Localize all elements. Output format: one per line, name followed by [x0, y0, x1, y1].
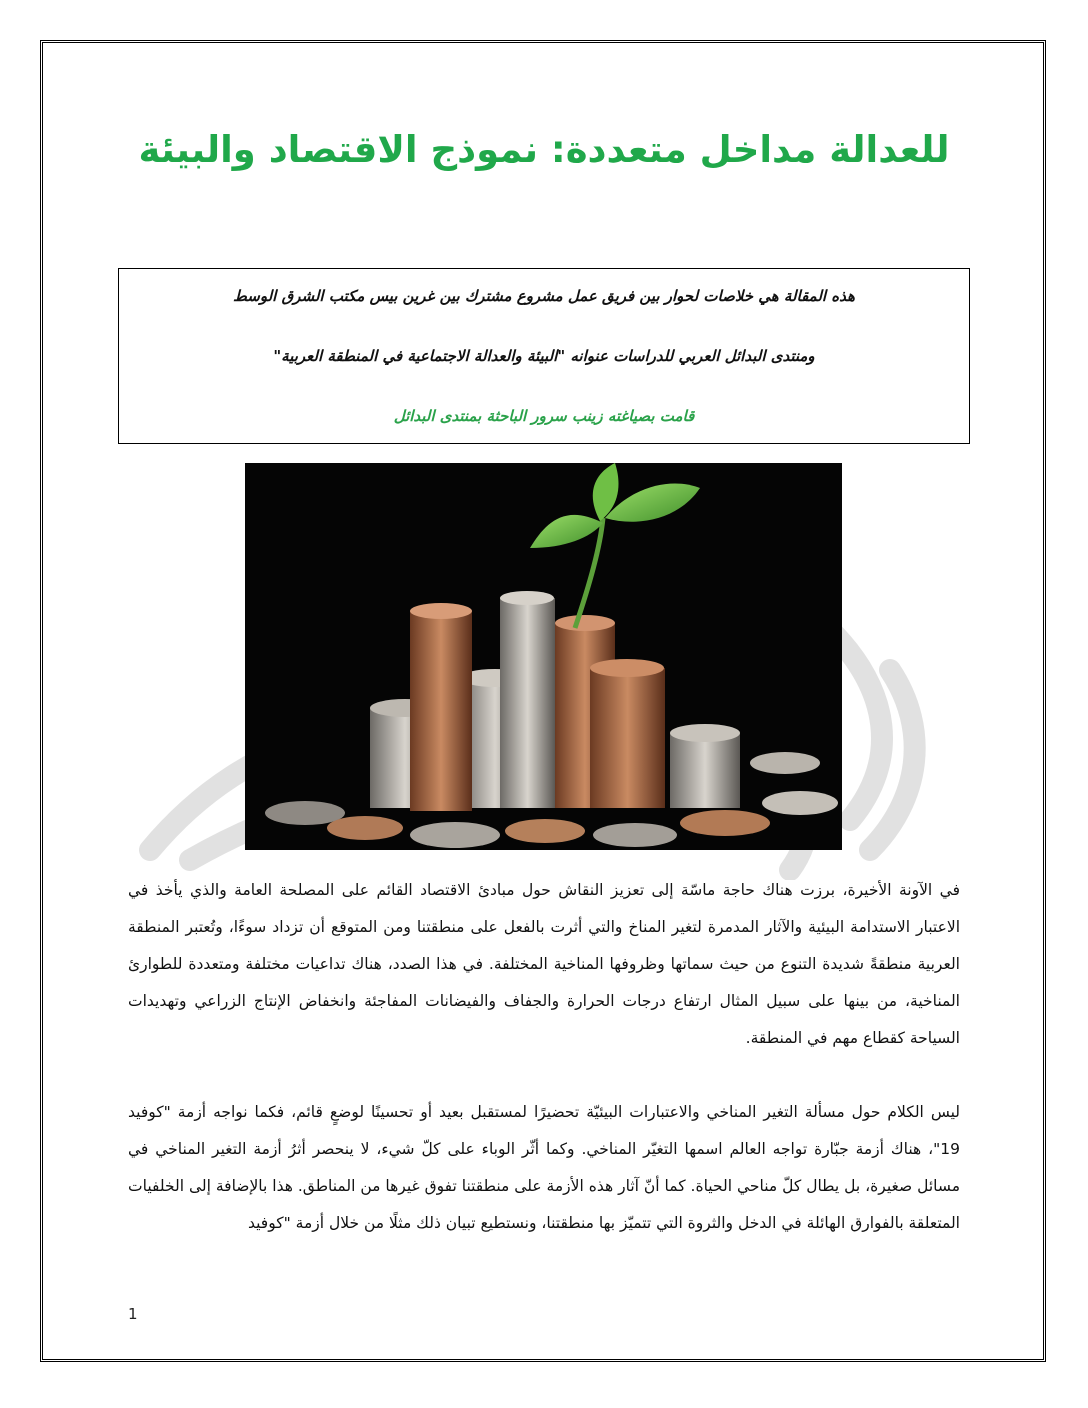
- intro-line-author: قامت بصياغته زينب سرور الباحثة بمنتدى البدائل: [393, 407, 695, 425]
- body-paragraph-1: في الآونة الأخيرة، برزت هناك حاجة ماسّة إلى تعزيز النقاش حول مبادئ الاقتصاد القائم على المصلحة العامة والذي يأخذ في الاعتبار الاستدامة البيئية والآثار المدمرة لتغير المناخ والتي أثرت بالفعل على منطقتنا ومن المتوقع أن تزداد سوءًا، وتُعتبر المنطقة العربية منطقةً شديدة التنوع من حيث سماتها وظروفها المناخية المختلفة. في هذا الصدد، هناك تداعيات مختلفة ومتعددة للطوارئ المناخية، من بينها على سبيل المثال ارتفاع درجات الحرارة والجفاف والفيضانات المفاجئة وانخفاض الإنتاج الزراعي وتهديدات السياحة كقطاع مهم في المنطقة.: [128, 881, 960, 1047]
- intro-box: [118, 268, 970, 444]
- intro-line-forum: ومنتدى البدائل العربي للدراسات عنوانه "البيئة والعدالة الاجتماعية في المنطقة العربية": [273, 347, 815, 365]
- coins-with-sprout-icon: [245, 463, 842, 850]
- article-title: للعدالة مداخل متعددة: نموذج الاقتصاد والبيئة: [138, 128, 950, 171]
- intro-line-project: هذه المقالة هي خلاصات لحوار بين فريق عمل مشروع مشترك بين غرين بيس مكتب الشرق الوسط: [233, 287, 855, 305]
- page-number: 1: [128, 1305, 138, 1323]
- body-paragraph-2: ليس الكلام حول مسألة التغير المناخي والاعتبارات البيئيّة تحضيرًا لمستقبل بعيد أو تحسينًا لوضعٍ قائم، فكما نواجه أزمة "كوفيد 19"، هناك أزمة جبّارة تواجه العالم اسمها التغيّر المناخي. وكما أثّر الوباء على كلّ شيء، لا ينحصر أثرُ أزمة التغير المناخي في مسائل صغيرة، بل يطال كلّ مناحي الحياة. كما أنّ آثار هذه الأزمة على منطقتنا تفوق غيرها من المناطق. هذا بالإضافة إلى الخلفيات المتعلقة بالفوارق الهائلة في الدخل والثروة التي تتميّز بها منطقتنا، ونستطيع تبيان ذلك مثلًا من خلال أزمة "كوفيد: [128, 1103, 960, 1232]
- coins-sprout-image: [245, 463, 842, 850]
